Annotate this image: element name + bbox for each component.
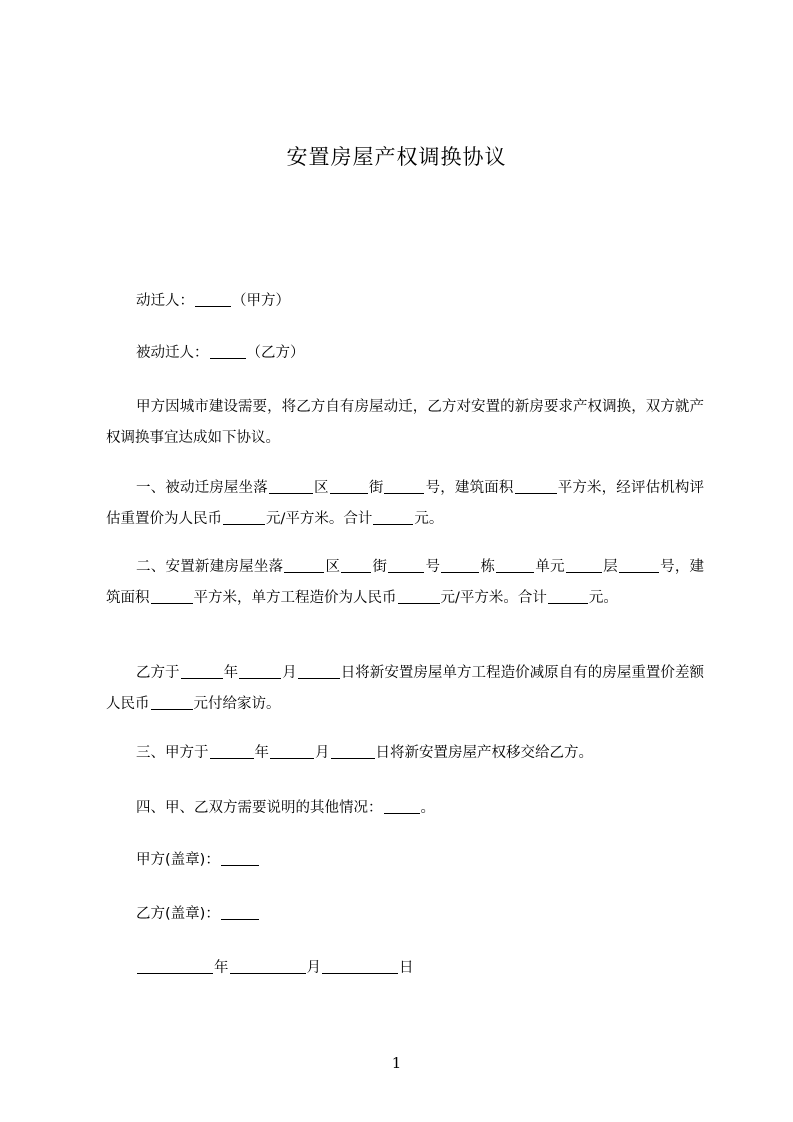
clause-2-text-f: 单元 xyxy=(535,559,565,575)
clause-2-blank-district[interactable] xyxy=(284,558,324,574)
party-b-line xyxy=(106,338,704,369)
clause-2-blank-number[interactable] xyxy=(388,558,424,574)
clause-1-blank-area[interactable] xyxy=(515,479,557,495)
payment-blank-year[interactable] xyxy=(181,664,223,680)
clause-2-text-e: 栋 xyxy=(480,559,496,575)
signing-date-line xyxy=(106,953,704,984)
clause-2-blank-floor[interactable] xyxy=(566,558,602,574)
payment-text-c: 月 xyxy=(282,665,297,681)
date-year-label: 年 xyxy=(214,960,229,976)
clause-1-text-g: 元。 xyxy=(414,511,444,527)
clause-3-paragraph xyxy=(106,738,704,769)
clause-3-blank-month[interactable] xyxy=(270,744,314,760)
clause-2-text-k: 元。 xyxy=(588,590,618,606)
party-b-blank[interactable] xyxy=(210,344,246,360)
clause-3-text-d: 日将新安置房屋产权移交给乙方。 xyxy=(375,745,593,761)
party-a-label: 动迁人： xyxy=(136,293,194,309)
page-number: 1 xyxy=(391,1054,402,1072)
payment-blank-day[interactable] xyxy=(298,664,340,680)
clause-1-paragraph xyxy=(106,473,704,535)
seal-a-line xyxy=(106,845,704,876)
party-a-line xyxy=(106,286,704,317)
clause-2-paragraph xyxy=(106,552,704,614)
preamble-paragraph: 甲方因城市建设需要，将乙方自有房屋动迁，乙方对安置的新房要求产权调换，双方就产权调换事宜达成如下协议。 xyxy=(106,399,704,446)
payment-text-b: 年 xyxy=(223,665,239,681)
clause-2-text-h: 号，建筑面积 xyxy=(106,559,705,606)
document-title: 安置房屋产权调换协议 xyxy=(286,145,507,169)
clause-2-text-i: 平方米，单方工程造价为人民币 xyxy=(193,590,397,606)
clause-2-blank-unit[interactable] xyxy=(496,558,534,574)
clause-2-blank-unit-cost[interactable] xyxy=(398,589,440,605)
clause-2-blank-room[interactable] xyxy=(619,558,659,574)
seal-a-label: 甲方(盖章)： xyxy=(136,852,220,868)
clause-2-text-g: 层 xyxy=(602,559,618,575)
payment-text-e: 元付给家访。 xyxy=(193,696,281,712)
date-blank-month[interactable] xyxy=(230,959,306,975)
party-b-label: 被动迁人： xyxy=(136,345,209,361)
clause-2-blank-street[interactable] xyxy=(341,558,371,574)
clause-1-text-b: 区 xyxy=(313,480,329,496)
clause-3-text-c: 月 xyxy=(315,745,330,761)
clause-1-text-e: 平方米，经评估机构评估重置价为人民币 xyxy=(106,480,705,527)
clause-3-blank-year[interactable] xyxy=(210,744,254,760)
clause-2-blank-building[interactable] xyxy=(441,558,479,574)
date-month-label: 月 xyxy=(306,960,321,976)
clause-3-text-b: 年 xyxy=(254,745,269,761)
clause-1-text-c: 街 xyxy=(368,480,384,496)
clause-4-text-b: 。 xyxy=(420,800,435,816)
payment-blank-month[interactable] xyxy=(239,664,281,680)
clause-2-text-j: 元/平方米。合计 xyxy=(440,590,547,606)
date-day-label: 日 xyxy=(399,960,414,976)
clause-2-text-b: 区 xyxy=(325,559,341,575)
clause-1-text-f: 元/平方米。合计 xyxy=(266,511,373,527)
payment-text-d: 日将新安置房屋单方工程造价减原自有的房屋重置价差额人民币 xyxy=(106,665,704,712)
clause-3-text-a: 三、甲方于 xyxy=(136,745,209,761)
payment-text-a: 乙方于 xyxy=(136,665,180,681)
clause-3-blank-day[interactable] xyxy=(331,744,375,760)
seal-a-blank[interactable] xyxy=(221,851,259,867)
clause-4-blank-other[interactable] xyxy=(384,799,420,815)
date-blank-day[interactable] xyxy=(322,959,398,975)
clause-2-blank-total[interactable] xyxy=(548,589,588,605)
clause-1-blank-number[interactable] xyxy=(384,479,424,495)
clause-1-text-d: 号，建筑面积 xyxy=(425,480,514,496)
clause-4-text-a: 四、甲、乙双方需要说明的其他情况： xyxy=(136,800,383,816)
party-a-blank[interactable] xyxy=(195,292,231,308)
clause-1-blank-district[interactable] xyxy=(269,479,313,495)
party-b-suffix: （乙方） xyxy=(246,345,305,361)
payment-paragraph xyxy=(106,658,704,720)
clause-2-text-a: 二、安置新建房屋坐落 xyxy=(136,559,284,575)
clause-1-blank-total[interactable] xyxy=(373,510,413,526)
clause-1-blank-unit-price[interactable] xyxy=(223,510,265,526)
clause-2-text-d: 号 xyxy=(425,559,441,575)
clause-2-blank-area[interactable] xyxy=(151,589,193,605)
party-a-suffix: （甲方） xyxy=(232,293,290,309)
seal-b-blank[interactable] xyxy=(221,905,259,921)
seal-b-label: 乙方(盖章)： xyxy=(136,906,220,922)
date-blank-year[interactable] xyxy=(137,959,213,975)
clause-4-paragraph xyxy=(106,793,704,824)
payment-blank-amount[interactable] xyxy=(151,695,193,711)
clause-1-blank-street[interactable] xyxy=(330,479,368,495)
clause-2-text-c: 街 xyxy=(372,559,388,575)
clause-1-text-a: 一、被动迁房屋坐落 xyxy=(136,480,268,496)
seal-b-line xyxy=(106,899,704,930)
